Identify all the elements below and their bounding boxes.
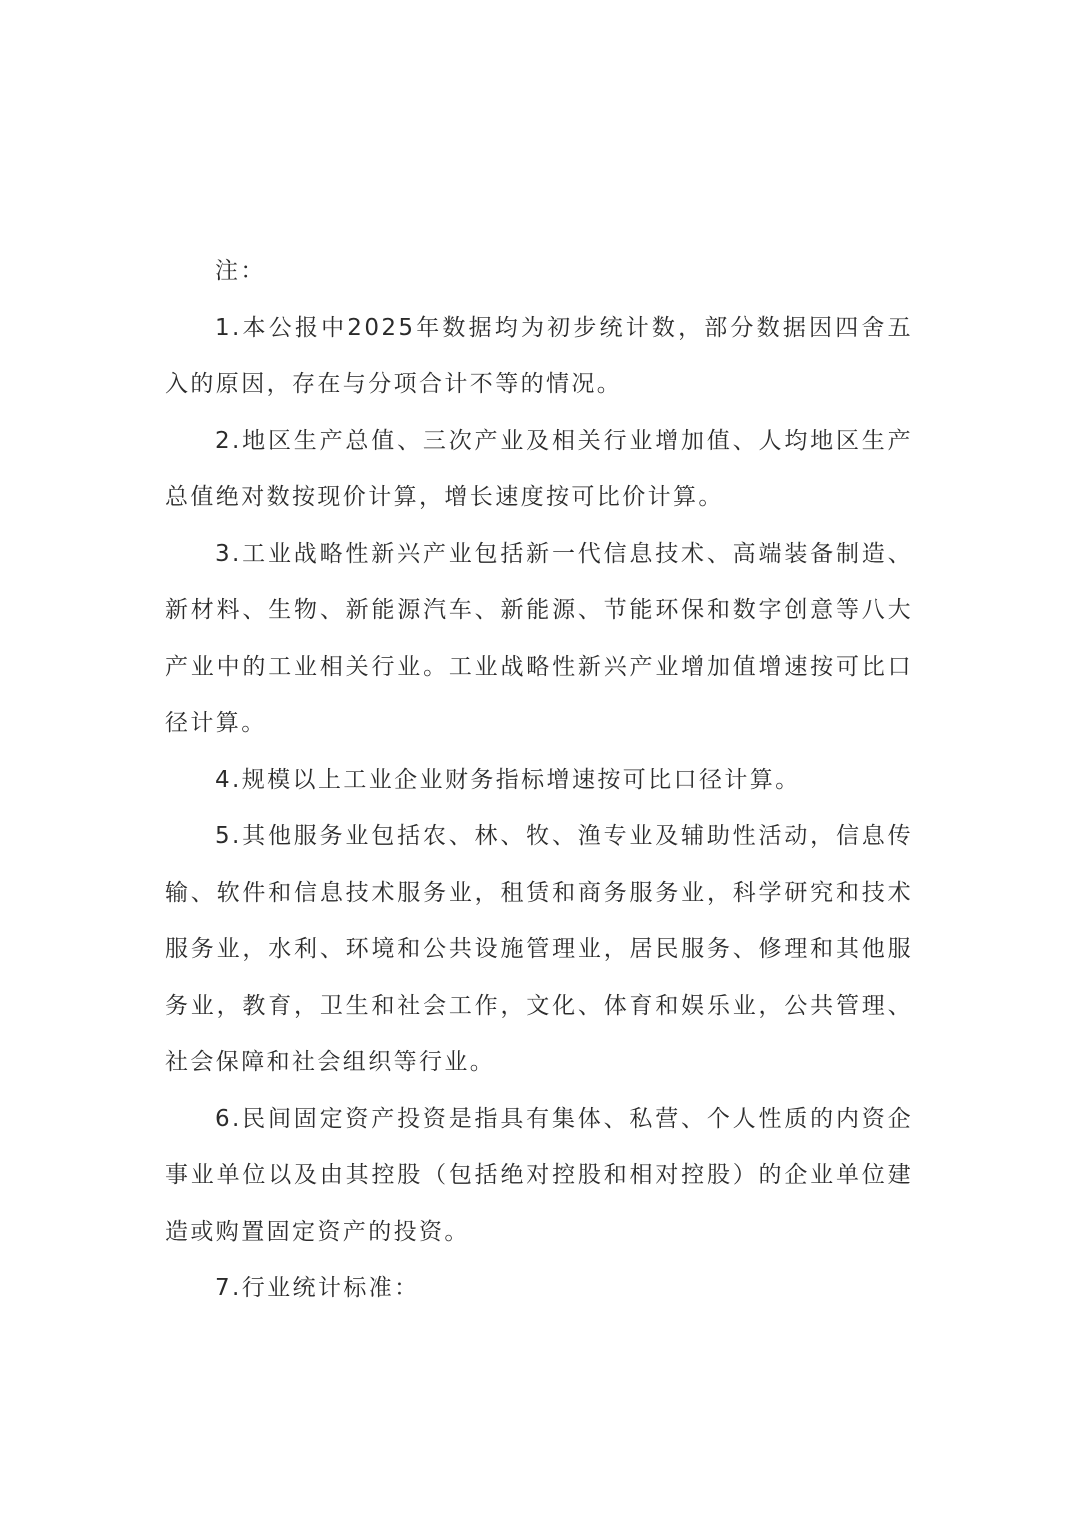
note-item-5: 5.其他服务业包括农、林、牧、渔专业及辅助性活动，信息传输、软件和信息技术服务业，租赁和商务服务业，科学研究和技术服务业，水利、环境和公共设施管理业，居民服务、修理和其他服务业，教育，卫生和社会工作，文化、体育和娱乐业，公共管理、社会保障和社会组织等行业。 <box>165 823 913 1075</box>
note-item-7: 7.行业统计标准： <box>215 1275 420 1301</box>
notes-heading: 注： <box>215 258 266 284</box>
note-item-2: 2.地区生产总值、三次产业及相关行业增加值、人均地区生产总值绝对数按现价计算，增长速度按可比价计算。 <box>165 427 913 510</box>
note-item-3: 3.工业战略性新兴产业包括新一代信息技术、高端装备制造、新材料、生物、新能源汽车、新能源、节能环保和数字创意等八大产业中的工业相关行业。工业战略性新兴产业增加值增速按可比口径计算。 <box>165 540 913 736</box>
note-item-1: 1.本公报中2025年数据均为初步统计数，部分数据因四舍五入的原因，存在与分项合计不等的情况。 <box>165 314 913 397</box>
notes-section <box>165 243 913 1317</box>
note-item-4: 4.规模以上工业企业财务指标增速按可比口径计算。 <box>215 766 801 793</box>
note-item-6: 6.民间固定资产投资是指具有集体、私营、个人性质的内资企事业单位以及由其控股（包括绝对控股和相对控股）的企业单位建造或购置固定资产的投资。 <box>165 1105 913 1245</box>
